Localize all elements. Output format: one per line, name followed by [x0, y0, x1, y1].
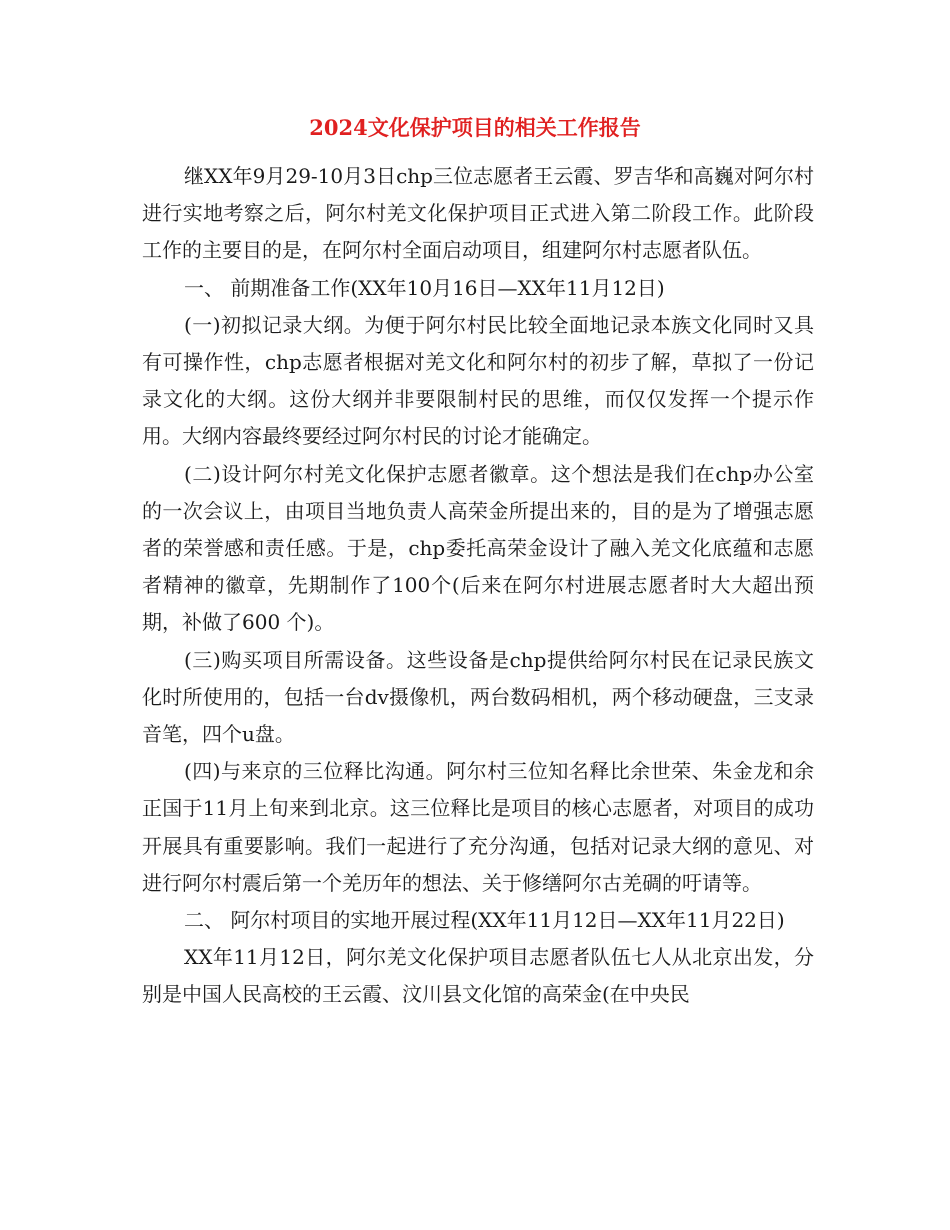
paragraph-departure: XX年11月12日，阿尔羌文化保护项目志愿者队伍七人从北京出发，分别是中国人民高校的王云霞、汶川县文化馆的高荣金(在中央民: [142, 945, 814, 1007]
document-title: 2024文化保护项目的相关工作报告: [309, 115, 641, 140]
paragraph-outline: (一)初拟记录大纲。为便于阿尔村民比较全面地记录本族文化同时又具有可操作性，chp志愿者根据对羌文化和阿尔村的初步了解，草拟了一份记录文化的大纲。这份大纲并非要限制村民的思维，而仅仅发挥一个提示作用。大纲内容最终要经过阿尔村民的讨论才能确定。: [142, 312, 814, 449]
paragraph-intro: 继XX年9月29-10月3日chp三位志愿者王云霞、罗吉华和高巍对阿尔村进行实地考察之后，阿尔村羌文化保护项目正式进入第二阶段工作。此阶段工作的主要目的是，在阿尔村全面启动项目，组建阿尔村志愿者队伍。: [142, 164, 814, 263]
section-heading-preparation: 一、 前期准备工作(XX年10月16日—XX年11月12日): [184, 275, 665, 300]
paragraph-badge: (二)设计阿尔村羌文化保护志愿者徽章。这个想法是我们在chp办公室的一次会议上，由项目当地负责人高荣金所提出来的，目的是为了增强志愿者的荣誉感和责任感。于是，chp委托高荣金设计了融入羌文化底蕴和志愿者精神的徽章，先期制作了100个(后来在阿尔村进展志愿者时大大超出预期，补做了600 个)。: [142, 461, 814, 635]
document-body: [142, 158, 814, 1014]
paragraph-equipment: (三)购买项目所需设备。这些设备是chp提供给阿尔村民在记录民族文化时所使用的，包括一台dv摄像机，两台数码相机，两个移动硬盘，三支录音笔，四个u盘。: [142, 647, 814, 747]
section-heading-fieldwork: 二、 阿尔村项目的实地开展过程(XX年11月12日—XX年11月22日): [184, 908, 785, 933]
paragraph-shibi: (四)与来京的三位释比沟通。阿尔村三位知名释比余世荣、朱金龙和余正国于11月上旬来到北京。这三位释比是项目的核心志愿者，对项目的成功开展具有重要影响。我们一起进行了充分沟通，包括对记录大纲的意见、对进行阿尔村震后第一个羌历年的想法、关于修缮阿尔古羌碉的吁请等。: [142, 759, 814, 895]
